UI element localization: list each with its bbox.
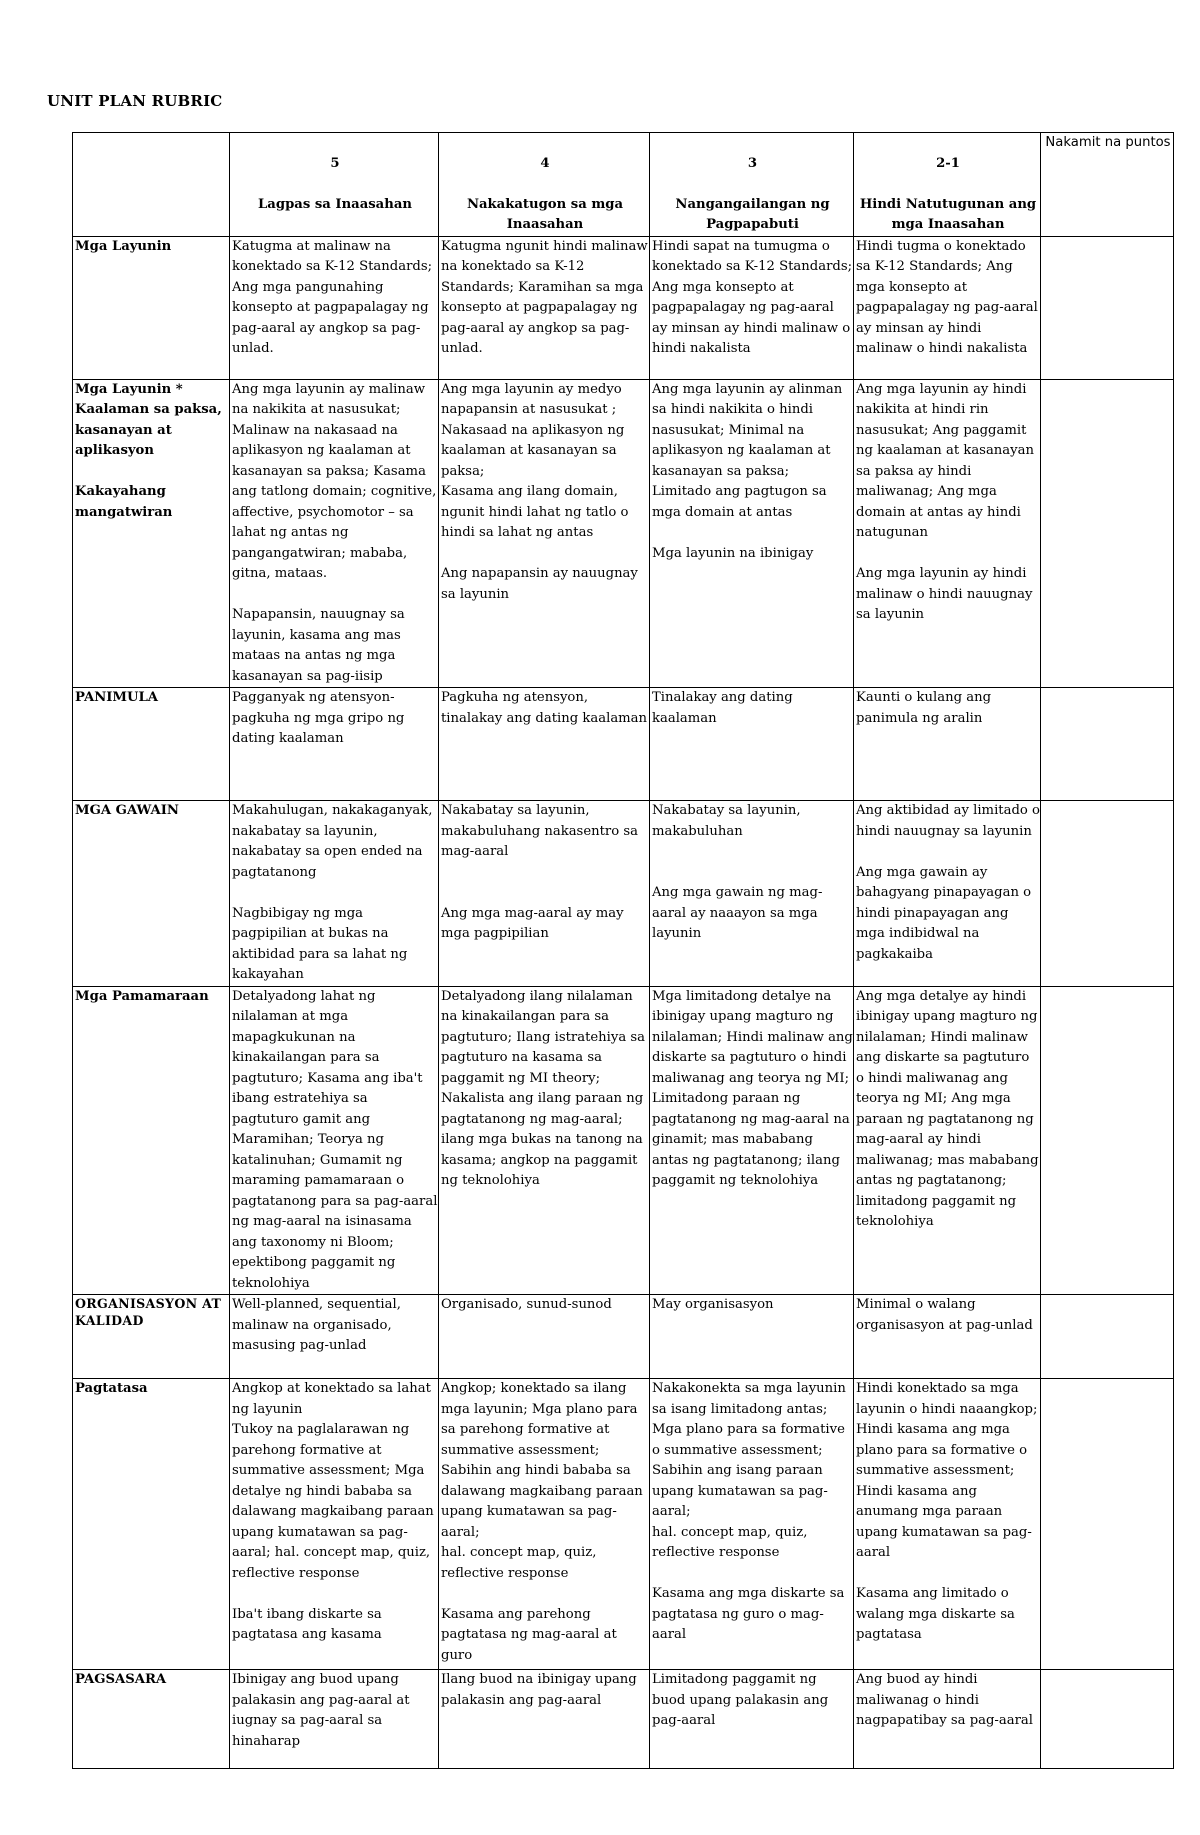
descriptor-cell: Ang mga detalye ay hindi ibinigay upang magturo ng nilalaman; Hindi malinaw ang diskarte sa pagtuturo o hindi maliwanag ang teorya ng MI; Ang mga paraan ng pagtatanong ng mag-aaral ay hindi maliwanag; mas mababang antas ng pagtatanong; limitadong paggamit ng teknolohiya [854,986,1041,1295]
header-points: Nakamit na puntos [1041,133,1174,237]
descriptor-cell: Tinalakay ang dating kaalaman [650,688,854,801]
criterion-cell: PANIMULA [73,688,230,801]
criterion-cell: Mga Pamamaraan [73,986,230,1295]
criterion-cell: Pagtatasa [73,1379,230,1670]
criterion-cell: PAGSASARA [73,1670,230,1769]
points-cell[interactable] [1041,1295,1174,1379]
criterion-cell: MGA GAWAIN [73,801,230,987]
descriptor-cell: Katugma at malinaw na konektado sa K-12 Standards; Ang mga pangunahing konsepto at pagpapalagay ng pag-aaral ay angkop sa pag-unlad. [230,236,439,379]
points-cell[interactable] [1041,801,1174,987]
header-score: 4 [540,155,550,171]
points-cell[interactable] [1041,688,1174,801]
descriptor-cell: Detalyadong lahat ng nilalaman at mga mapagkukunan na kinakailangan para sa pagtuturo; Kasama ang iba't ibang estratehiya sa pagtuturo gamit ang Maramihan; Teorya ng katalinuhan; Gumamit ng maraming pamamaraan o pagtatanong para sa pag-aaral ng mag-aaral na isinasama ang taxonomy ni Bloom; epektibong paggamit ng teknolohiya [230,986,439,1295]
header-empty-cell [73,133,230,237]
descriptor-cell: Pagkuha ng atensyon, tinalakay ang dating kaalaman [439,688,650,801]
header-col-3 [650,133,854,237]
descriptor-cell: Hindi sapat na tumugma o konektado sa K-12 Standards; Ang mga konsepto at pagpapalagay ng pag-aaral ay minsan ay hindi malinaw o hindi nakalista [650,236,854,379]
points-cell[interactable] [1041,236,1174,379]
descriptor-cell: Hindi konektado sa mga layunin o hindi naaangkop; Hindi kasama ang mga plano para sa formative o summative assessment; Hindi kasama ang anumang mga paraan upang kumatawan sa pag-aaral Kasama ang limitado o walang mga diskarte sa pagtatasa [854,1379,1041,1670]
descriptor-cell: Nakakonekta sa mga layunin sa isang limitadong antas; Mga plano para sa formative o summative assessment; Sabihin ang isang paraan upang kumatawan sa pag-aaral; hal. concept map, quiz, reflective response Kasama ang mga diskarte sa pagtatasa ng guro o mag-aaral [650,1379,854,1670]
descriptor-cell: Well-planned, sequential, malinaw na organisado, masusing pag-unlad [230,1295,439,1379]
descriptor-cell: Detalyadong ilang nilalaman na kinakailangan para sa pagtuturo; Ilang istratehiya sa pagtuturo na kasama sa paggamit ng MI theory; Nakalista ang ilang paraan ng pagtatanong ng mag-aaral; ilang mga bukas na tanong na kasama; angkop na paggamit ng teknolohiya [439,986,650,1295]
descriptor-cell: Organisado, sunud-sunod [439,1295,650,1379]
header-label: Hindi Natutugunan ang mga Inaasahan [859,196,1037,232]
header-col-4 [439,133,650,237]
descriptor-cell: Nakabatay sa layunin, makabuluhang nakasentro sa mag-aaral Ang mga mag-aaral ay may mga pagpipilian [439,801,650,987]
descriptor-cell: Katugma ngunit hindi malinaw na konektado sa K-12 Standards; Karamihan sa mga konsepto at pagpapalagay ng pag-aaral ay angkop sa pag-unlad. [439,236,650,379]
descriptor-cell: Limitadong paggamit ng buod upang palakasin ang pag-aaral [650,1670,854,1769]
descriptor-cell: Ang buod ay hindi maliwanag o hindi nagpapatibay sa pag-aaral [854,1670,1041,1769]
criterion-cell: Mga Layunin * Kaalaman sa paksa, kasanayan at aplikasyon Kakayahang mangatwiran [73,379,230,688]
header-label: Lagpas sa Inaasahan [258,196,412,212]
descriptor-cell: Angkop; konektado sa ilang mga layunin; Mga plano para sa parehong formative at summative assessment; Sabihin ang hindi bababa sa dalawang magkaibang paraan upang kumatawan sa pag-aaral; hal. concept map, quiz, reflective response Kasama ang parehong pagtatasa ng mag-aaral at guro [439,1379,650,1670]
page-title: UNIT PLAN RUBRIC [47,92,223,110]
points-cell[interactable] [1041,986,1174,1295]
rubric-row [73,236,1174,379]
rubric-row [73,801,1174,987]
descriptor-cell: Minimal o walang organisasyon at pag-unlad [854,1295,1041,1379]
criterion-cell: Mga Layunin [73,236,230,379]
descriptor-cell: Hindi tugma o konektado sa K-12 Standards; Ang mga konsepto at pagpapalagay ng pag-aaral ay minsan ay hindi malinaw o hindi nakalista [854,236,1041,379]
descriptor-cell: Ang mga layunin ay hindi nakikita at hindi rin nasusukat; Ang paggamit ng kaalaman at kasanayan sa paksa ay hindi maliwanag; Ang mga domain at antas ay hindi natugunan Ang mga layunin ay hindi malinaw o hindi nauugnay sa layunin [854,379,1041,688]
points-cell[interactable] [1041,379,1174,688]
rubric-row [73,1670,1174,1769]
descriptor-cell: Ilang buod na ibinigay upang palakasin ang pag-aaral [439,1670,650,1769]
descriptor-cell: Pagganyak ng atensyon- pagkuha ng mga gripo ng dating kaalaman [230,688,439,801]
rubric-row [73,379,1174,688]
descriptor-cell: Ang mga layunin ay medyo napapansin at nasusukat ; Nakasaad na aplikasyon ng kaalaman at kasanayan sa paksa; Kasama ang ilang domain, ngunit hindi lahat ng tatlo o hindi sa lahat ng antas Ang napapansin ay nauugnay sa layunin [439,379,650,688]
descriptor-cell: Ang mga layunin ay alinman sa hindi nakikita o hindi nasusukat; Minimal na aplikasyon ng kaalaman at kasanayan sa paksa; Limitado ang pagtugon sa mga domain at antas Mga layunin na ibinigay [650,379,854,688]
header-col-5 [230,133,439,237]
rubric-row [73,1379,1174,1670]
descriptor-cell: Makahulugan, nakakaganyak, nakabatay sa layunin, nakabatay sa open ended na pagtatanong Nagbibigay ng mga pagpipilian at bukas na aktibidad para sa lahat ng kakayahan [230,801,439,987]
points-cell[interactable] [1041,1670,1174,1769]
points-cell[interactable] [1041,1379,1174,1670]
descriptor-cell: Ang aktibidad ay limitado o hindi nauugnay sa layunin Ang mga gawain ay bahagyang pinapayagan o hindi pinapayagan ang mga indibidwal na pagkakaiba [854,801,1041,987]
header-score: 3 [747,155,758,171]
descriptor-cell: Mga limitadong detalye na ibinigay upang magturo ng nilalaman; Hindi malinaw ang diskarte sa pagtuturo o hindi maliwanag ang teorya ng MI; Limitadong paraan ng pagtatanong ng mag-aaral na ginamit; mas mababang antas ng pagtatanong; ilang paggamit ng teknolohiya [650,986,854,1295]
rubric-row [73,688,1174,801]
criterion-cell: ORGANISASYON AT KALIDAD [73,1295,230,1379]
descriptor-cell: Ibinigay ang buod upang palakasin ang pag-aaral at iugnay sa pag-aaral sa hinaharap [230,1670,439,1769]
rubric-row [73,1295,1174,1379]
descriptor-cell: Kaunti o kulang ang panimula ng aralin [854,688,1041,801]
header-score: 2-1 [936,155,960,171]
descriptor-cell: Angkop at konektado sa lahat ng layunin Tukoy na paglalarawan ng parehong formative at summative assessment; Mga detalye ng hindi bababa sa dalawang magkaibang paraan upang kumatawan sa pag-aaral; hal. concept map, quiz, reflective response Iba't ibang diskarte sa pagtatasa ang kasama [230,1379,439,1670]
descriptor-cell: Nakabatay sa layunin, makabuluhan Ang mga gawain ng mag-aaral ay naaayon sa mga layunin [650,801,854,987]
rubric-row [73,986,1174,1295]
descriptor-cell: May organisasyon [650,1295,854,1379]
header-row [73,133,1174,237]
header-score: 5 [330,155,340,171]
header-label: Nakakatugon sa mga Inaasahan [466,196,624,232]
header-label: Nangangailangan ng Pagpapabuti [675,196,830,232]
header-col-2-1 [854,133,1041,237]
rubric-table [72,132,1174,1769]
descriptor-cell: Ang mga layunin ay malinaw na nakikita at nasusukat; Malinaw na nakasaad na aplikasyon ng kaalaman at kasanayan sa paksa; Kasama ang tatlong domain; cognitive, affective, psychomotor – sa lahat ng antas ng pangangatwiran; mababa, gitna, mataas. Napapansin, nauugnay sa layunin, kasama ang mas mataas na antas ng mga kasanayan sa pag-iisip [230,379,439,688]
